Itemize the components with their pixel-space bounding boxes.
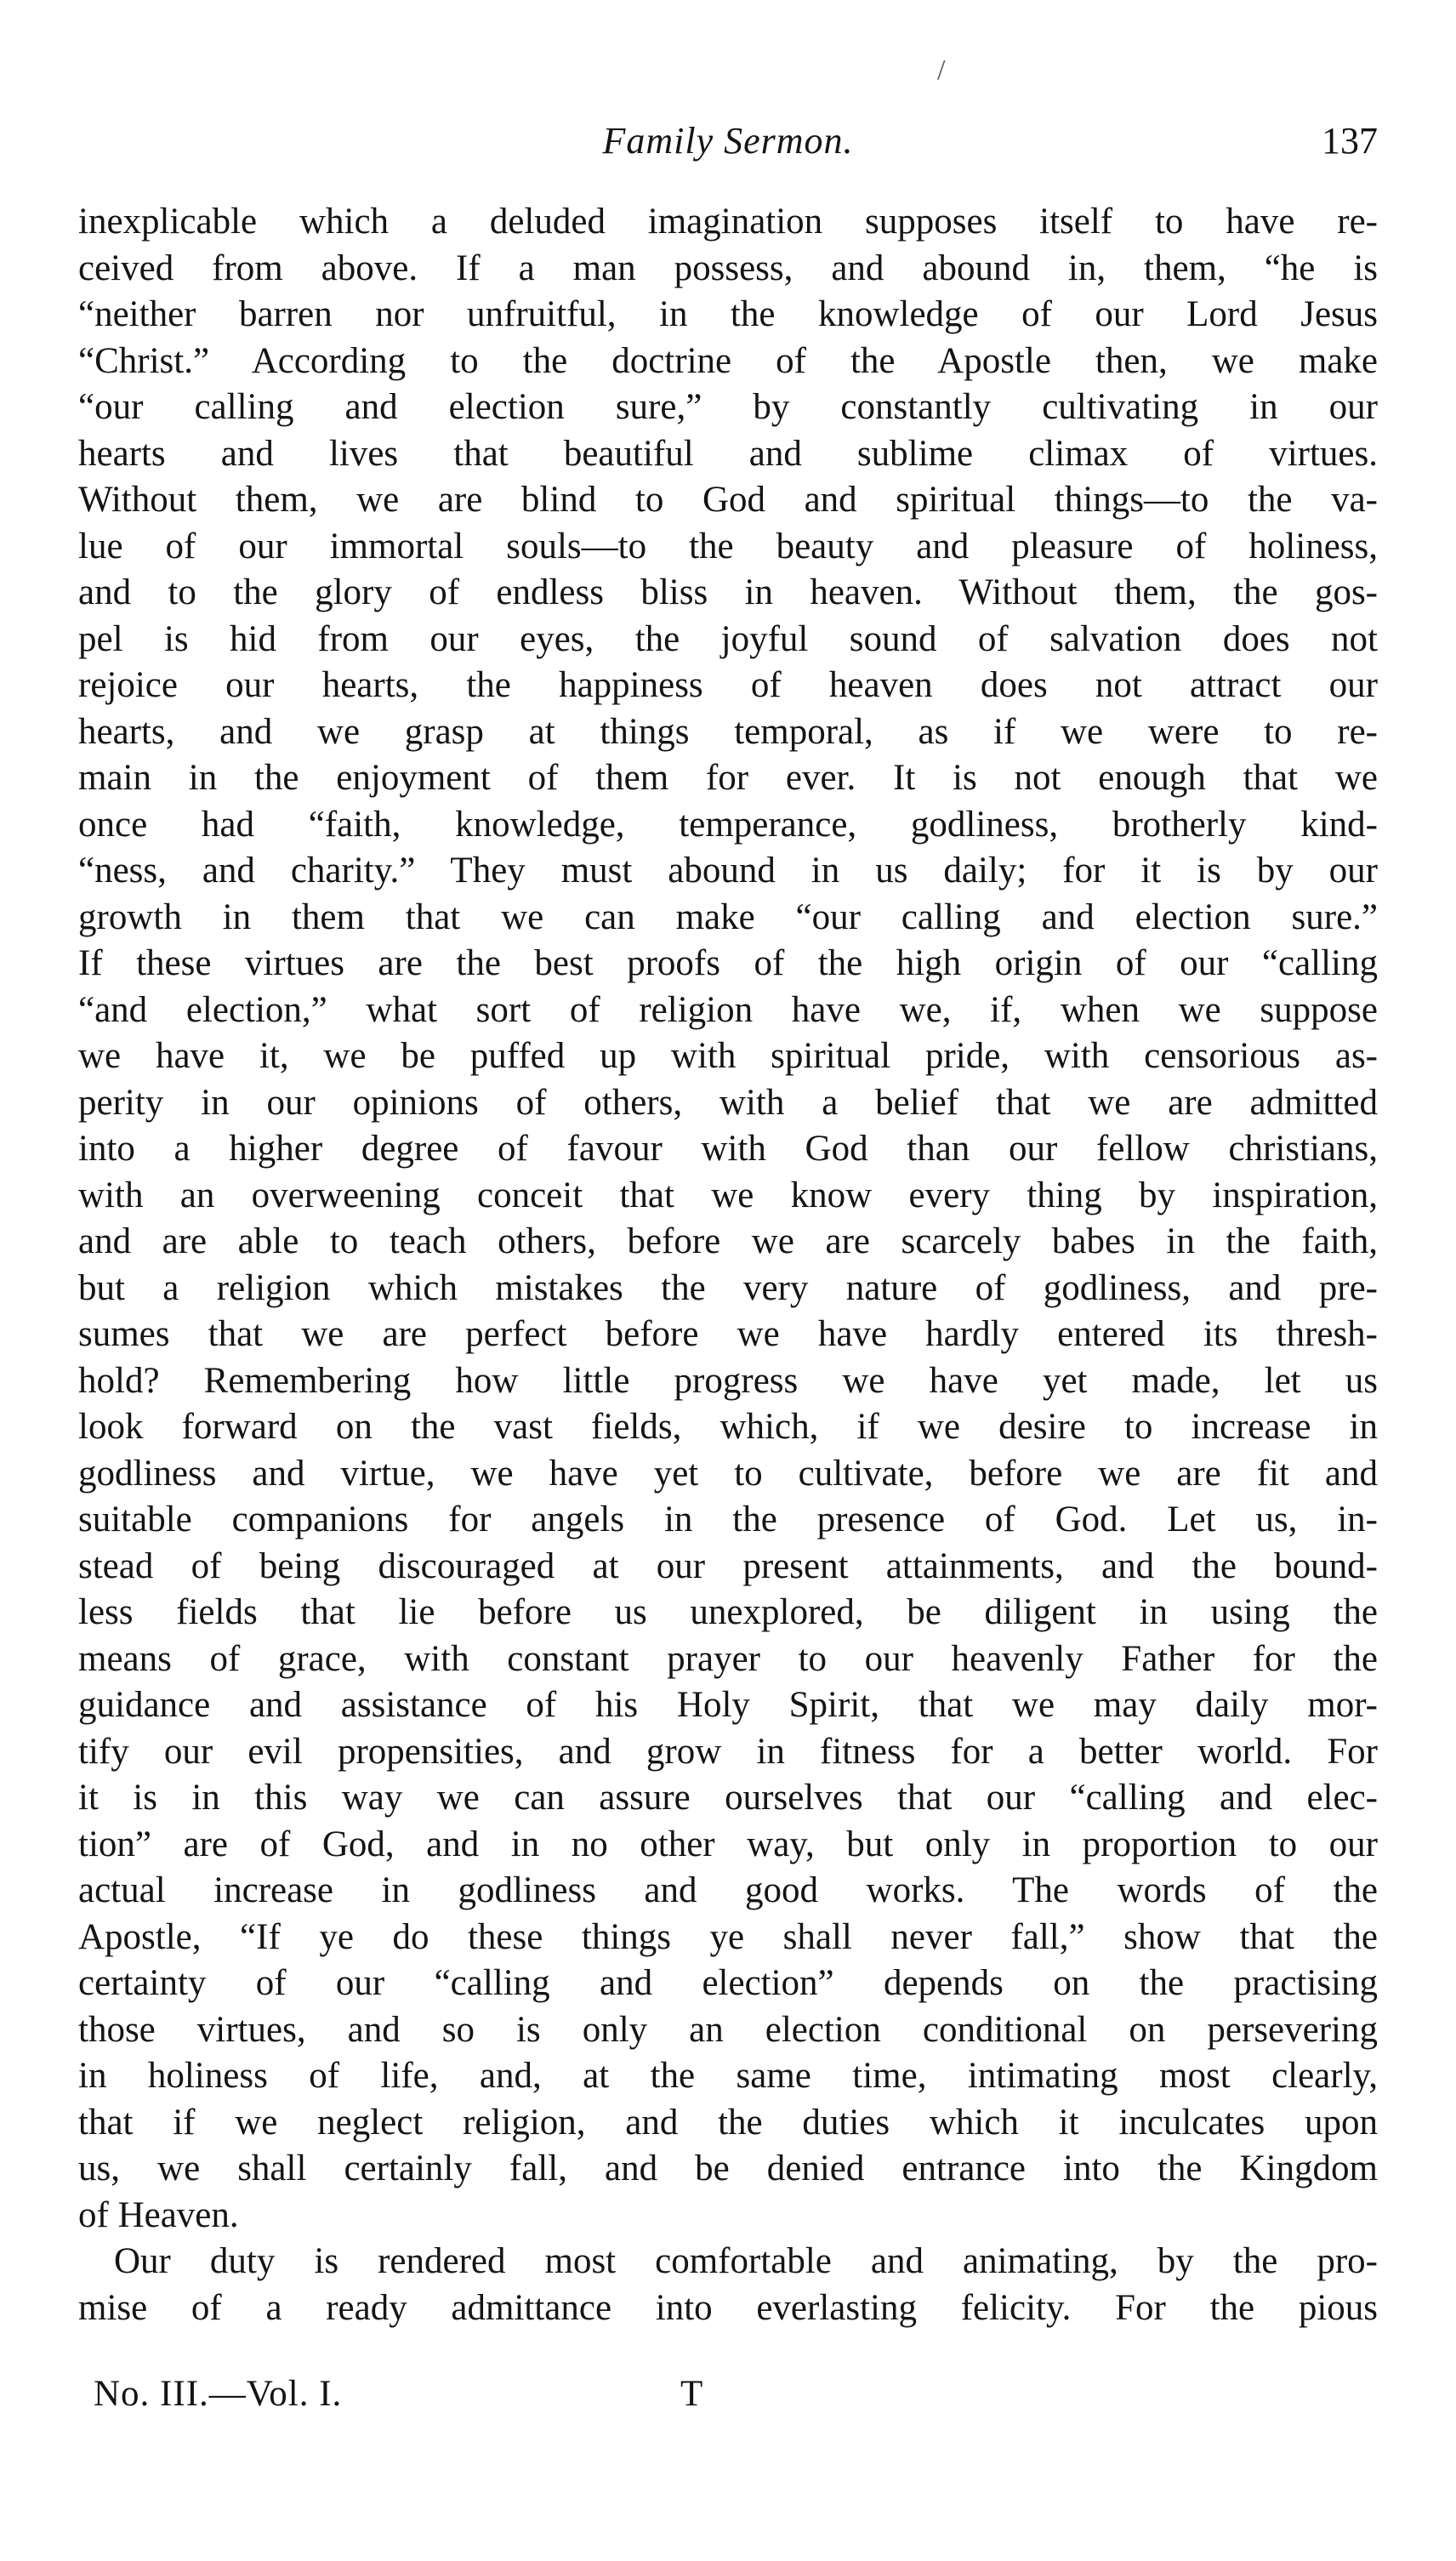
body-text xyxy=(78,199,1378,2331)
text-line: hearts, and we grasp at things temporal, as if we were to re- xyxy=(78,711,1378,752)
text-line: “our calling and election sure,” by constantly cultivating in our xyxy=(78,387,1378,427)
text-line: hearts and lives that beautiful and sublime climax of virtues. xyxy=(78,433,1378,474)
text-line: means of grace, with constant prayer to our heavenly Father for the xyxy=(78,1638,1378,1679)
text-line: rejoice our hearts, the happiness of heaven does not attract our xyxy=(78,665,1378,705)
text-line: tion” are of God, and in no other way, but only in proportion to our xyxy=(78,1824,1378,1864)
text-line: us, we shall certainly fall, and be denied entrance into the Kingdom xyxy=(78,2148,1378,2188)
stray-mark: / xyxy=(937,54,946,86)
text-line: sumes that we are perfect before we have hardly entered its thresh- xyxy=(78,1314,1378,1354)
text-line: less fields that lie before us unexplored, be diligent in using the xyxy=(78,1592,1378,1632)
text-line: and are able to teach others, before we are scarcely babes in the faith, xyxy=(78,1221,1378,1261)
text-line: certainty of our “calling and election” depends on the practising xyxy=(78,1963,1378,2003)
text-line: once had “faith, knowledge, temperance, godliness, brotherly kind- xyxy=(78,804,1378,845)
running-title: Family Sermon. xyxy=(602,120,854,162)
text-line: and to the glory of endless bliss in heaven. Without them, the gos- xyxy=(78,572,1378,612)
text-line: actual increase in godliness and good works. The words of the xyxy=(78,1870,1378,1910)
text-line: but a religion which mistakes the very nature of godliness, and pre- xyxy=(78,1267,1378,1308)
text-line: lue of our immortal souls—to the beauty and pleasure of holiness, xyxy=(78,526,1378,566)
text-line: guidance and assistance of his Holy Spirit, that we may daily mor- xyxy=(78,1685,1378,1725)
text-line: Apostle, “If ye do these things ye shall never fall,” show that the xyxy=(78,1916,1378,1957)
text-line: suitable companions for angels in the presence of God. Let us, in- xyxy=(78,1500,1378,1539)
text-line: “Christ.” According to the doctrine of the Apostle then, we make xyxy=(78,340,1378,381)
text-line: Without them, we are blind to God and spiritual things—to the va- xyxy=(78,480,1378,520)
text-line: stead of being discouraged at our present attainments, and the bound- xyxy=(78,1545,1378,1586)
text-line: inexplicable which a deluded imagination supposes itself to have re- xyxy=(78,202,1378,242)
text-line: with an overweening conceit that we know every thing by inspiration, xyxy=(78,1175,1378,1215)
text-line: growth in them that we can make “our calling and election sure.” xyxy=(78,896,1378,937)
volume-signature: No. III.—Vol. I. xyxy=(94,2374,343,2414)
page-footer xyxy=(94,2373,774,2424)
text-line: main in the enjoyment of them for ever. It is not enough that we xyxy=(78,758,1378,798)
text-line: If these virtues are the best proofs of the high origin of our “calling xyxy=(78,943,1378,983)
text-line: “ness, and charity.” They must abound in us daily; for it is by our xyxy=(78,851,1378,891)
page-number: 137 xyxy=(1322,120,1378,162)
text-line: tify our evil propensities, and grow in fitness for a better world. For xyxy=(78,1731,1378,1772)
signature-mark: T xyxy=(680,2374,703,2414)
text-line: it is in this way we can assure ourselves that our “calling and elec- xyxy=(78,1778,1378,1818)
text-line: that if we neglect religion, and the duties which it inculcates upon xyxy=(78,2102,1378,2143)
text-line: of Heaven. xyxy=(78,2194,239,2235)
text-line: godliness and virtue, we have yet to cultivate, before we are fit and xyxy=(78,1453,1378,1494)
text-line: Our duty is rendered most comfortable and animating, by the pro- xyxy=(114,2241,1378,2281)
text-line: “neither barren nor unfruitful, in the knowledge of our Lord Jesus xyxy=(78,294,1378,334)
text-line: we have it, we be puffed up with spiritual pride, with censorious as- xyxy=(78,1036,1378,1076)
text-line: those virtues, and so is only an election conditional on persevering xyxy=(78,2009,1378,2050)
running-head xyxy=(78,119,1378,179)
text-line: mise of a ready admittance into everlasting felicity. For the pious xyxy=(78,2287,1378,2328)
text-line: look forward on the vast fields, which, if we desire to increase in xyxy=(78,1407,1378,1447)
text-line: ceived from above. If a man possess, and abound in, them, “he is xyxy=(78,248,1378,288)
text-line: into a higher degree of favour with God than our fellow christians, xyxy=(78,1129,1378,1169)
text-line: hold? Remembering how little progress we have yet made, let us xyxy=(78,1360,1378,1401)
text-line: pel is hid from our eyes, the joyful sound of salvation does not xyxy=(78,618,1378,659)
text-line: “and election,” what sort of religion have we, if, when we suppose xyxy=(78,989,1378,1030)
text-line: perity in our opinions of others, with a belief that we are admitted xyxy=(78,1082,1378,1123)
text-line: in holiness of life, and, at the same time, intimating most clearly, xyxy=(78,2056,1378,2096)
